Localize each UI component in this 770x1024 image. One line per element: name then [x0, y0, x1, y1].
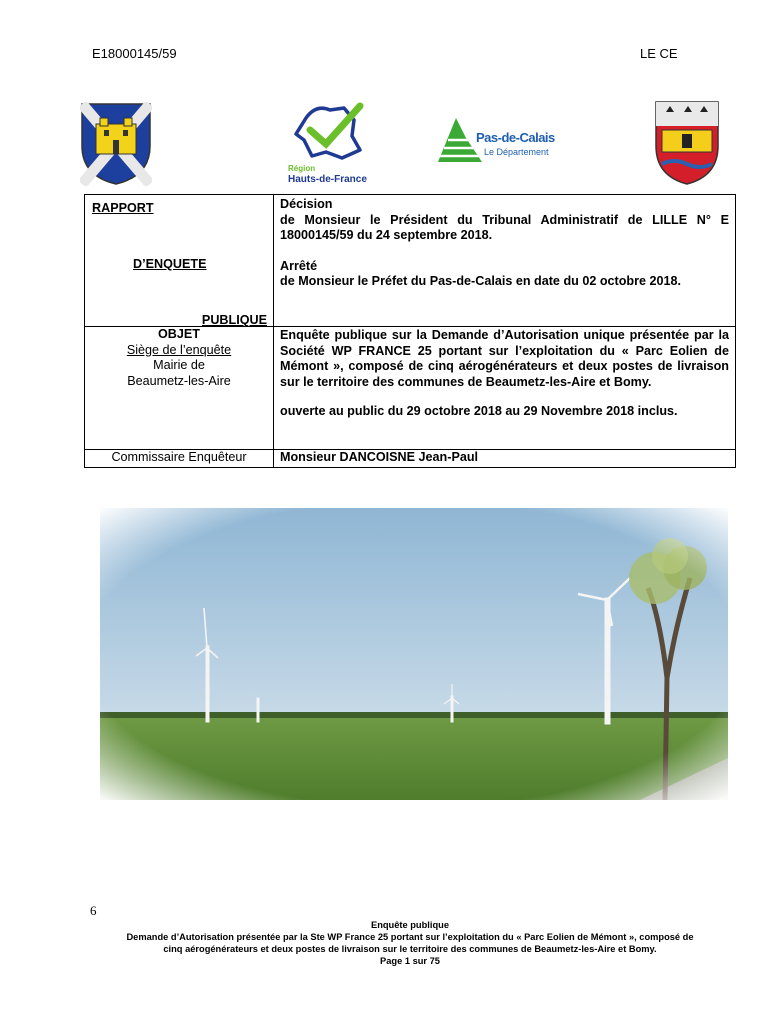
enquete-label: D’ENQUETE: [133, 257, 207, 271]
footer: [84, 919, 736, 967]
decision-title: Décision: [280, 197, 333, 211]
objet-label: OBJET: [158, 327, 200, 341]
bomy-coat-of-arms: [654, 100, 720, 186]
region-label-1: Région: [288, 164, 316, 173]
pas-de-calais-logo: [436, 116, 556, 166]
siege-label: Siège de l’enquête: [126, 342, 232, 357]
mairie-line-1: Mairie de: [153, 358, 205, 372]
footer-line-1: Enquête publique: [371, 920, 449, 930]
region-hauts-de-france-logo: [286, 100, 378, 190]
pdc-label-1: Pas-de-Calais: [476, 130, 555, 145]
footer-line-3: cinq aérogénérateurs et deux postes de livraison sur le territoire des communes de Beaumetz-les-Aire et Bomy.: [163, 944, 657, 954]
region-map-icon: [286, 100, 378, 162]
objet-description: Enquête publique sur la Demande d’Autorisation unique présentée par la Société WP FRANCE 25 portant sur l’exploitation du « Parc Eolien de Mémont », composé de cinq aérogénérateurs et deux postes de livraison sur le territoire des communes de Beaumetz-les-Aire et Bomy.: [280, 328, 729, 389]
beaumetz-coat-of-arms: [80, 102, 152, 186]
rapport-label: RAPPORT: [92, 201, 154, 215]
page-number: 6: [90, 903, 97, 918]
wind-farm-photo: [100, 508, 728, 800]
footer-page-count: Page 1 sur 75: [380, 956, 440, 966]
header-right-text: LE CE: [640, 46, 678, 61]
arrete-title: Arrêté: [280, 258, 318, 273]
mairie-line-2: Beaumetz-les-Aire: [127, 373, 231, 388]
commissaire-name: Monsieur DANCOISNE Jean-Paul: [274, 450, 736, 468]
document-reference: E18000145/59: [92, 46, 177, 61]
footer-line-2: Demande d’Autorisation présentée par la Ste WP France 25 portant sur l’exploitation du « Parc Eolien de Mémont », composé de: [126, 932, 694, 942]
publique-label: PUBLIQUE: [201, 313, 267, 327]
decision-text: de Monsieur le Président du Tribunal Administratif de LILLE N° E 18000145/59 du 24 septembre 2018.: [280, 212, 729, 242]
region-label-2: Hauts-de-France: [288, 174, 367, 185]
ouverture-dates: ouverte au public du 29 octobre 2018 au 29 Novembre 2018 inclus.: [280, 404, 678, 418]
commissaire-label: Commissaire Enquêteur: [85, 450, 274, 468]
report-summary-table: [84, 194, 736, 468]
pdc-label-2: Le Département: [484, 147, 549, 157]
arrete-text: de Monsieur le Préfet du Pas-de-Calais en date du 02 octobre 2018.: [280, 274, 682, 288]
